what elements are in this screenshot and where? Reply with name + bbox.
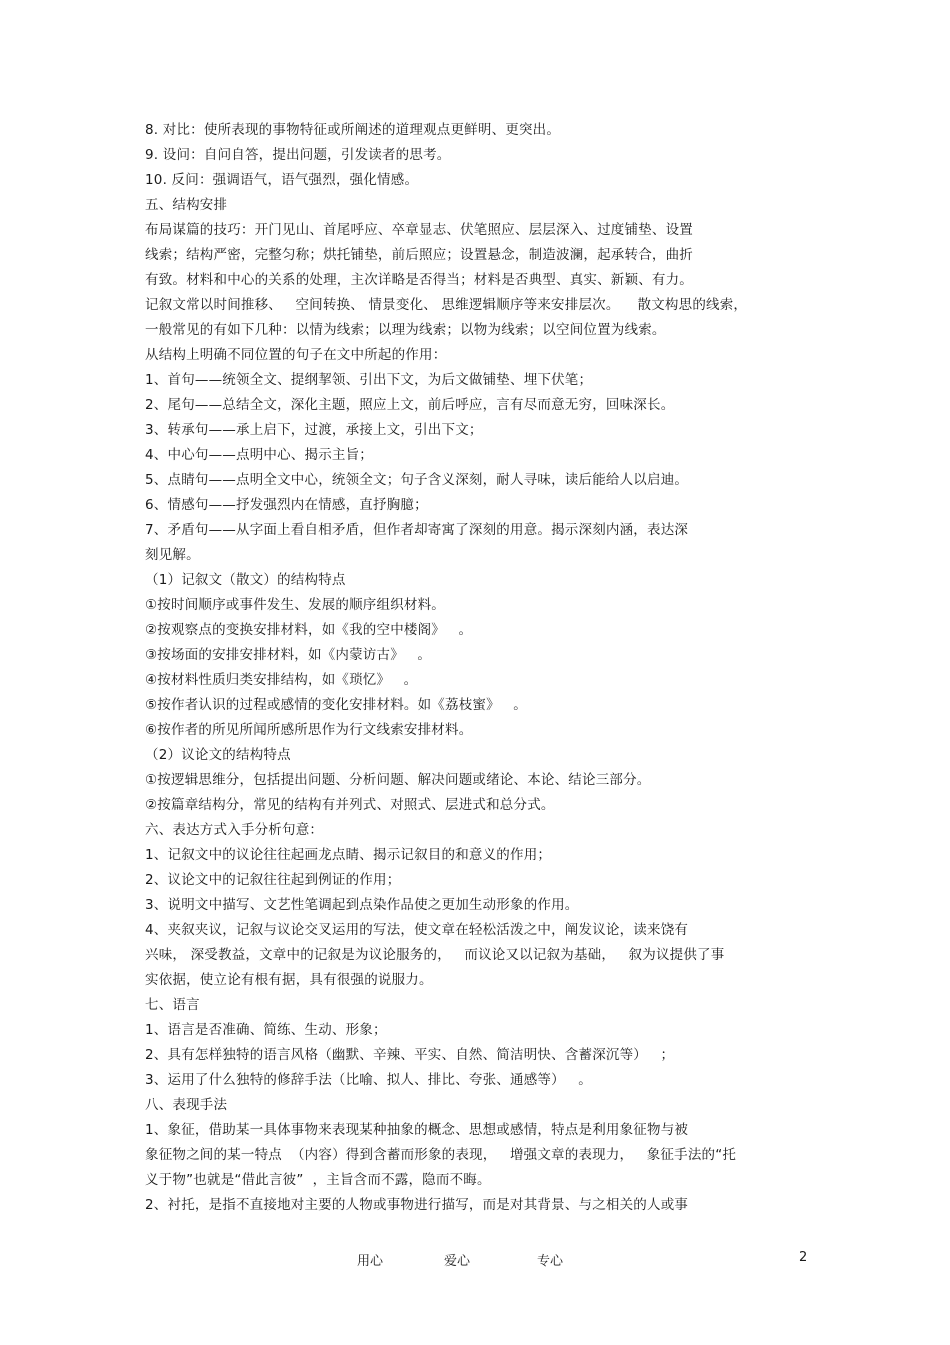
text-line: （2）议论文的结构特点 [145,747,291,763]
text-line: 1、首句——统领全文、提纲挈领、引出下文，为后文做铺垫、埋下伏笔； [145,372,593,388]
text-line: 10. 反问：强调语气，语气强烈，强化情感。 [145,172,419,188]
footer-motto-2: 爱心 [444,1254,471,1269]
text-line: 2、尾句——总结全文，深化主题，照应上文，前后呼应，言有尽而意无穷，回味深长。 [145,397,675,413]
text-line: 7、矛盾句——从字面上看自相矛盾，但作者却寄寓了深刻的用意。揭示深刻内涵，表达深 [145,522,689,538]
text-line: 3、转承句——承上启下，过渡，承接上文，引出下文； [145,422,483,438]
text-line: 实依据，使立论有根有据，具有很强的说服力。 [145,972,433,988]
text-line: 线索；结构严密，完整匀称；烘托铺垫，前后照应；设置悬念，制造波澜，起承转合，曲折 [145,247,693,263]
text-line: 八、表现手法 [145,1097,228,1113]
text-line: 9. 设问：自问自答，提出问题，引发读者的思考。 [145,147,451,163]
text-line: 有致。材料和中心的关系的处理，主次详略是否得当；材料是否典型、真实、新颖、有力。 [145,272,693,288]
text-line: 8. 对比：使所表现的事物特征或所阐述的道理观点更鲜明、更突出。 [145,122,561,138]
text-line: 2、具有怎样独特的语言风格（幽默、辛辣、平实、自然、简洁明快、含蓄深沉等） ； [145,1047,675,1063]
text-line: 六、表达方式入手分析句意： [145,822,324,838]
text-line: ③按场面的安排安排材料，如《内蒙访古》 。 [145,647,432,663]
text-line: 1、象征，借助某一具体事物来表现某种抽象的概念、思想或感情，特点是利用象征物与被 [145,1122,689,1138]
text-line: ①按时间顺序或事件发生、发展的顺序组织材料。 [145,597,446,613]
text-line: 布局谋篇的技巧：开门见山、首尾呼应、卒章显志、伏笔照应、层层深入、过度铺垫、设置 [145,222,693,238]
text-line: 4、中心句——点明中心、揭示主旨； [145,447,373,463]
text-line: 七、语言 [145,997,200,1013]
text-line: ②按篇章结构分，常见的结构有并列式、对照式、层进式和总分式。 [145,797,555,813]
text-line: 2、议论文中的记叙往往起到例证的作用； [145,872,401,888]
text-line: 1、语言是否准确、简练、生动、形象； [145,1022,387,1038]
page-number: 2 [799,1250,808,1265]
text-line: 5、点睛句——点明全文中心，统领全文；句子含义深刻，耐人寻味，读后能给人以启迪。 [145,472,689,488]
text-line: 6、情感句——抒发强烈内在情感，直抒胸臆； [145,497,428,513]
text-line: 象征物之间的某一特点 （内容）得到含蓄而形象的表现， 增强文章的表现力， 象征手法的“托 [145,1147,737,1163]
text-line: 五、结构安排 [145,197,228,213]
text-line: ④按材料性质归类安排结构，如《琐忆》 。 [145,672,418,688]
text-line: ①按逻辑思维分，包括提出问题、分析问题、解决问题或绪论、本论、结论三部分。 [145,772,651,788]
text-line: 2、衬托，是指不直接地对主要的人物或事物进行描写，而是对其背景、与之相关的人或事 [145,1197,689,1213]
text-line: 3、运用了什么独特的修辞手法（比喻、拟人、排比、夸张、通感等） 。 [145,1072,592,1088]
text-line: 兴味， 深受教益，文章中的记叙是为议论服务的， 而议论又以记叙为基础， 叙为议提供了事 [145,947,725,963]
footer-motto-3: 专心 [537,1254,564,1269]
text-line: ⑤按作者认识的过程或感情的变化安排材料。如《荔枝蜜》 。 [145,697,527,713]
text-line: 从结构上明确不同位置的句子在文中所起的作用： [145,347,447,363]
text-line: 1、记叙文中的议论往往起画龙点睛、揭示记叙目的和意义的作用； [145,847,552,863]
footer-motto-1: 用心 [357,1254,384,1269]
text-line: 4、夹叙夹议，记叙与议论交叉运用的写法，使文章在轻松活泼之中，阐发议论，读来饶有 [145,922,689,938]
text-line: ②按观察点的变换安排材料，如《我的空中楼阁》 。 [145,622,473,638]
text-line: 3、说明文中描写、文艺性笔调起到点染作品使之更加生动形象的作用。 [145,897,579,913]
text-line: 记叙文常以时间推移、 空间转换、 情景变化、 思维逻辑顺序等来安排层次。 散文构思的线索， [145,297,748,313]
text-line: 刻见解。 [145,547,200,563]
text-line: 一般常见的有如下几种：以情为线索；以理为线索；以物为线索；以空间位置为线索。 [145,322,666,338]
text-line: （1）记叙文（散文）的结构特点 [145,572,346,588]
text-line: ⑥按作者的所见所闻所感所思作为行文线索安排材料。 [145,722,473,738]
text-line: 义于物”也就是“借此言彼” ，主旨含而不露，隐而不晦。 [145,1172,491,1188]
